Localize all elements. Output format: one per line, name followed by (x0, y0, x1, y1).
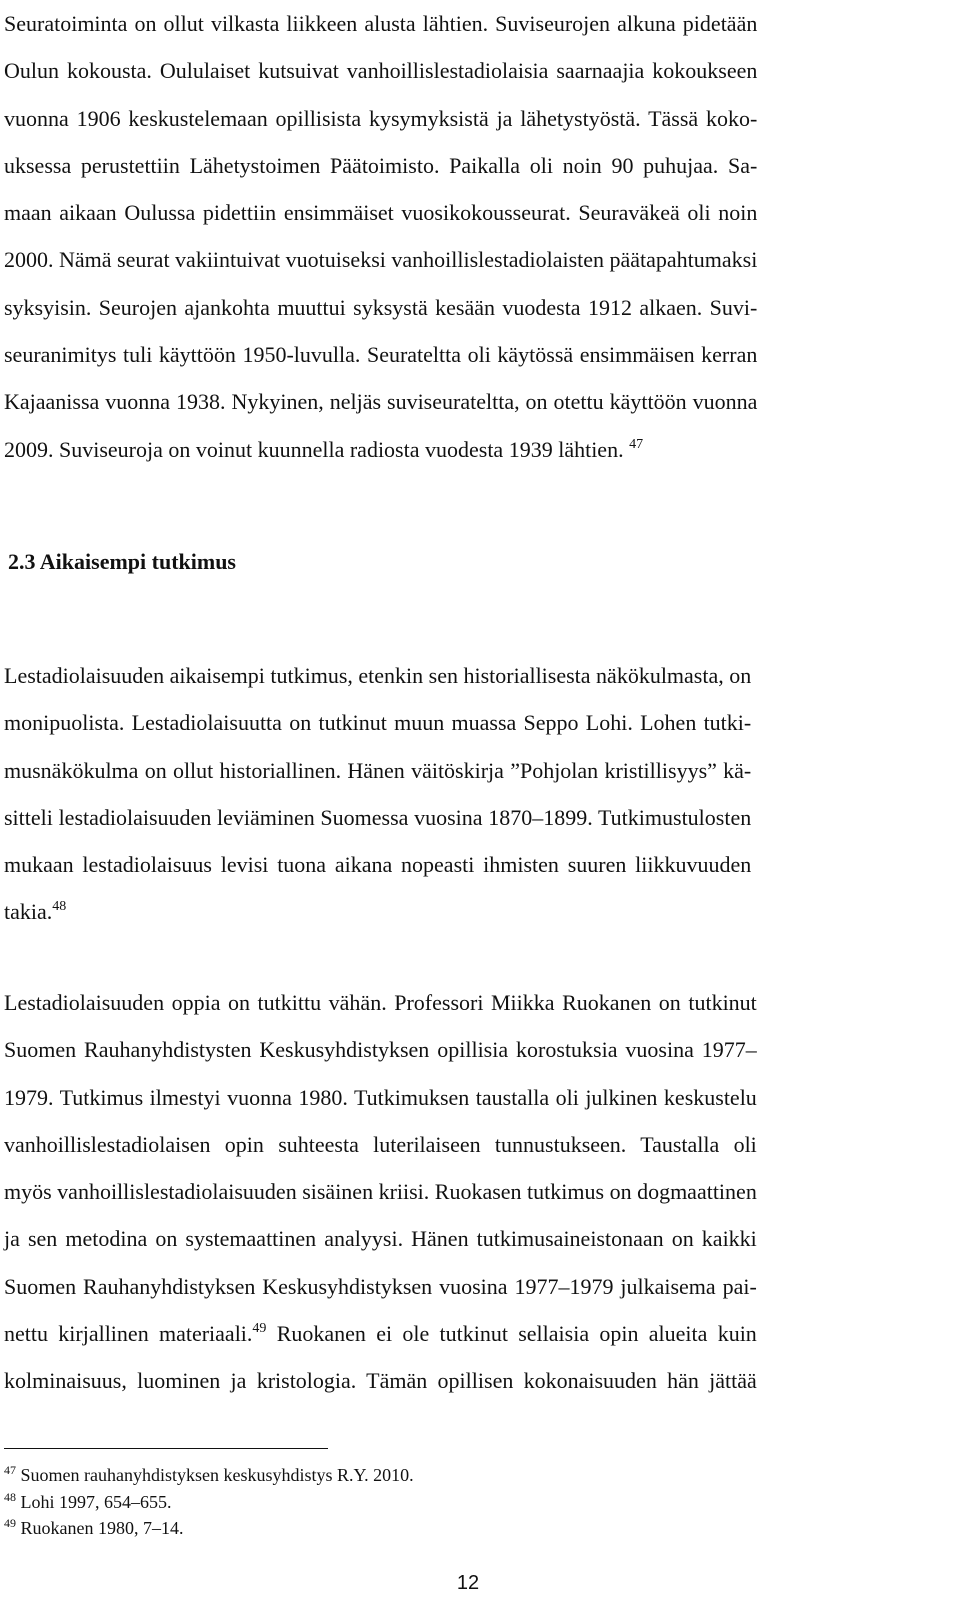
paragraph-text: 2009. Suviseuroja on voinut kuunnella radiosta vuodesta 1939 lähtien. (4, 436, 624, 462)
paragraph-line: Suomen Rauhanyhdistysten Keskusyhdistyksen opillisia korostuksia vuosina 1977– (4, 1037, 757, 1063)
paragraph-line (4, 888, 751, 935)
footnote-reference[interactable]: 48 (52, 899, 67, 915)
footnote-text: Lohi 1997, 654–655. (20, 1491, 172, 1512)
paragraph-line: Suomen Rauhanyhdistyksen Keskusyhdistyksen vuosina 1977–1979 julkaisema pai- (4, 1273, 757, 1299)
paragraph-text: takia. (4, 899, 53, 925)
footnote-reference[interactable]: 47 (629, 436, 644, 452)
page-number: 12 (456, 1572, 480, 1594)
paragraph-line: monipuolista. Lestadiolaisuutta on tutkinut muun muassa Seppo Lohi. Lohen tutki- (4, 710, 752, 736)
paragraph-line: uksessa perustettiin Lähetystoimen Päätoimisto. Paikalla oli noin 90 puhujaa. Sa- (4, 152, 758, 178)
paragraph-line: 1979. Tutkimus ilmestyi vuonna 1980. Tutkimuksen taustalla oli julkinen keskustelu (4, 1084, 757, 1110)
footnote-number: 49 (4, 1516, 16, 1530)
paragraph-line: Lestadiolaisuuden aikaisempi tutkimus, etenkin sen historiallisesta näkökulmasta, on (4, 663, 752, 688)
paragraph-line: 2000. Nämä seurat vakiintuivat vuotuiseksi vanhoillislestadiolaisten päätapahtumaksi (4, 247, 758, 273)
footnote-text: Ruokanen 1980, 7–14. (20, 1518, 184, 1538)
paragraph-line: mukaan lestadiolaisuus levisi tuona aikana nopeasti ihmisten suuren liikkuvuuden (4, 852, 752, 878)
paragraph-line: kolminaisuus, luominen ja kristologia. Tämän opillisen kokonaisuuden hän jättää (4, 1368, 757, 1394)
paragraph-doctrine-research (4, 979, 757, 1405)
paragraph-line: maan aikaan Oulussa pidettiin ensimmäiset vuosikokousseurat. Seuraväkeä oli noin (4, 200, 758, 226)
footnotes (4, 1462, 414, 1542)
paragraph-line (4, 1310, 757, 1357)
paragraph-line: Lestadiolaisuuden oppia on tutkittu vähän. Professori Miikka Ruokanen on tutkinut (4, 990, 757, 1015)
paragraph-line: Seuratoiminta on ollut vilkasta liikkeen alusta lähtien. Suviseurojen alkuna pidetään (4, 11, 758, 36)
footnote-separator (4, 1448, 328, 1449)
paragraph-line: Kajaanissa vuonna 1938. Nykyinen, neljäs suviseurateltta, on otettu käyttöön vuonna (4, 389, 758, 415)
paragraph-earlier-research (4, 652, 751, 936)
paragraph-line: sitteli lestadiolaisuuden leviäminen Suomessa vuosina 1870–1899. Tutkimustulosten (4, 804, 752, 830)
footnote-number: 47 (4, 1463, 16, 1477)
paragraph-line: vuonna 1906 keskustelemaan opillisista kysymyksistä ja lähetystyöstä. Tässä koko- (4, 105, 758, 131)
paragraph-line (4, 426, 757, 473)
footnote-item (4, 1489, 414, 1516)
footnote-item (4, 1462, 414, 1489)
footnote-reference[interactable]: 49 (252, 1321, 267, 1337)
paragraph-line: musnäkökulma on ollut historiallinen. Hänen väitöskirja ”Pohjolan kristillisyys” kä- (4, 757, 752, 783)
paragraph-line: syksyisin. Seurojen ajankohta muuttui syksystä kesään vuodesta 1912 alkaen. Suvi- (4, 294, 758, 320)
paragraph-line: seuranimitys tuli käyttöön 1950-luvulla. Seurateltta oli käytössä ensimmäisen kerran (4, 342, 758, 368)
footnote-item (4, 1515, 414, 1542)
paragraph-line: vanhoillislestadiolaisen opin suhteesta luterilaiseen tunnustukseen. Taustalla oli (4, 1131, 757, 1157)
footnote-text: Suomen rauhanyhdistyksen keskusyhdistys R.Y. 2010. (20, 1465, 414, 1485)
paragraph-text: Ruokanen ei ole tutkinut sellaisia opin alueita kuin (266, 1321, 757, 1347)
paragraph-text: nettu kirjallinen materiaali. (4, 1321, 253, 1347)
paragraph-suviseurat (4, 0, 757, 473)
paragraph-line: myös vanhoillislestadiolaisuuden sisäinen kriisi. Ruokasen tutkimus on dogmaattinen (4, 1179, 757, 1205)
paragraph-line: Oulun kokousta. Oululaiset kutsuivat vanhoillislestadiolaisia saarnaajia kokoukseen (4, 58, 758, 84)
footnote-number: 48 (4, 1489, 16, 1504)
paragraph-line: ja sen metodina on systemaattinen analyysi. Hänen tutkimusaineistonaan on kaikki (4, 1226, 757, 1252)
section-heading: 2.3 Aikaisempi tutkimus (8, 549, 236, 574)
